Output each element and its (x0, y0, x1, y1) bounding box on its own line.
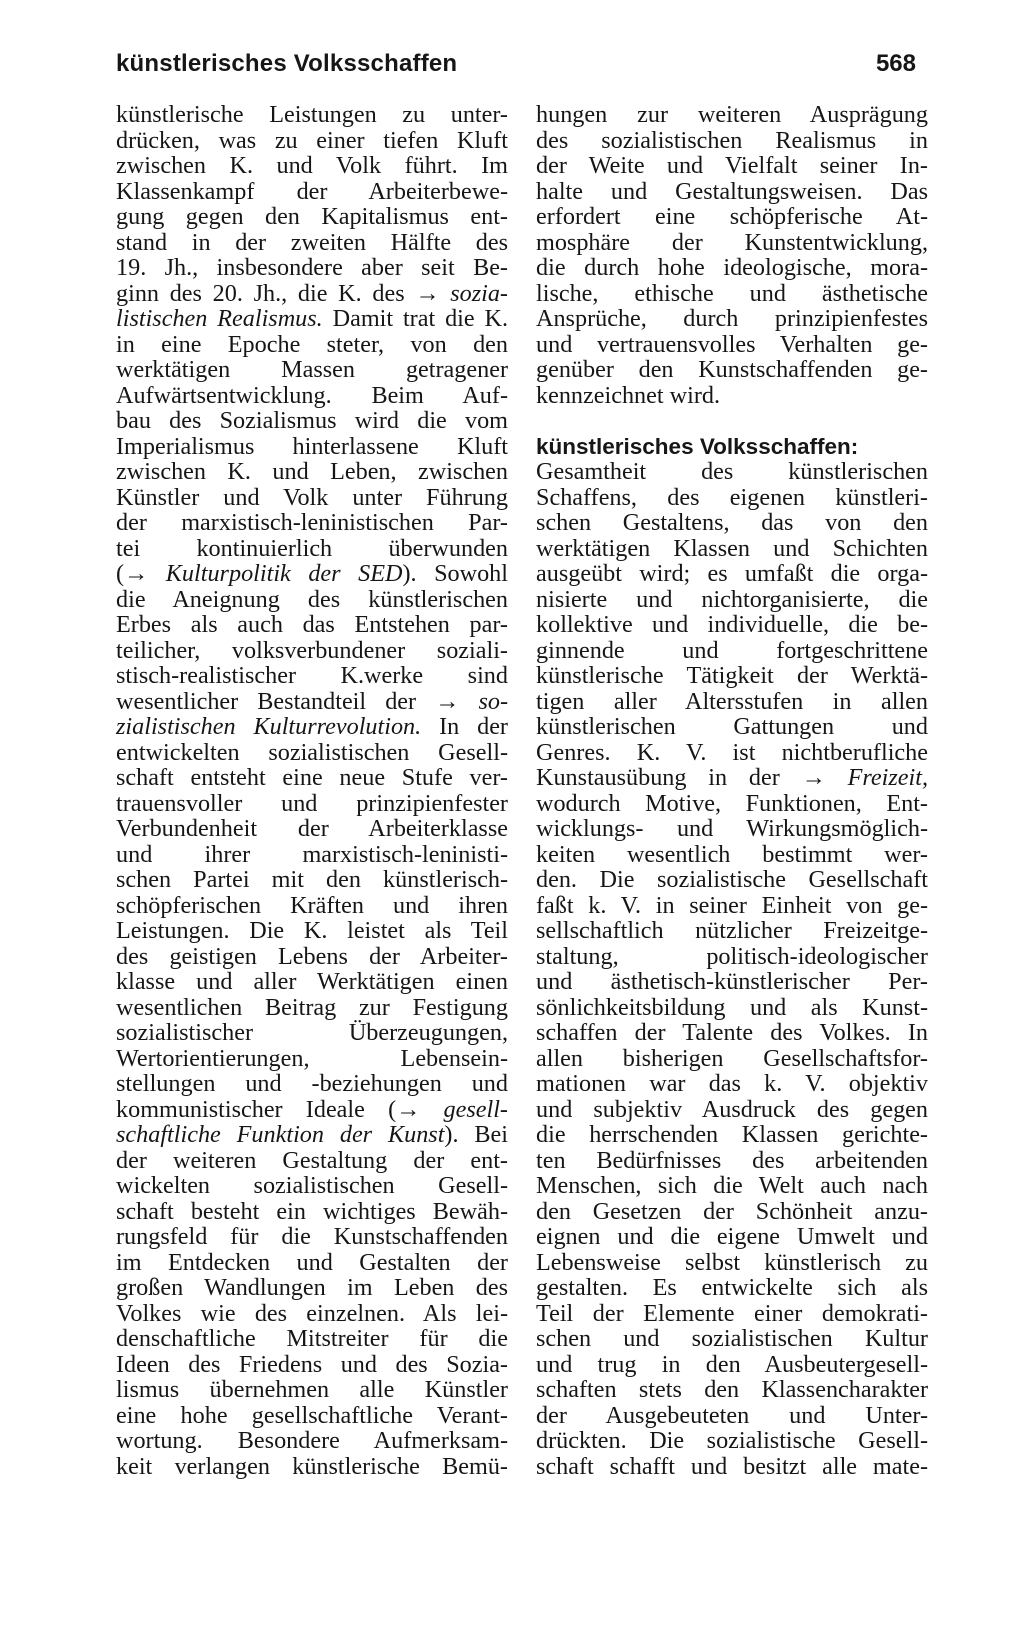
text-line: Schaffens, des eigenen künstleri- (536, 483, 928, 511)
text-line: hungen zur weiteren Ausprägung (536, 101, 928, 128)
text-line: faßt k. V. in seiner Einheit von ge- (536, 891, 928, 919)
text-line (116, 1122, 508, 1148)
text-line: den Gesetzen der Schönheit anzu- (536, 1197, 928, 1225)
text-line: kennzeichnet wird. (536, 381, 721, 409)
cross-reference-link[interactable]: → so- (435, 687, 508, 715)
text-line: der Ausgebeuteten und Unter- (536, 1401, 928, 1429)
text-line: Ideen des Friedens und des Sozia- (116, 1350, 508, 1378)
text-line: schen und sozialistischen Kultur (536, 1325, 928, 1352)
text-line: keit verlangen künstlerische Bemü- (116, 1452, 508, 1480)
text-line: wickelten sozialistischen Gesell- (116, 1172, 508, 1199)
text-line: allen bisherigen Gesellschaftsfor- (536, 1044, 928, 1072)
text-line (116, 714, 508, 740)
text-line: künstlerischen Gattungen und (536, 713, 928, 740)
text-run: wesentlicher Bestandteil der (116, 687, 417, 715)
text-line: wodurch Motive, Funktionen, Ent- (536, 789, 928, 817)
text-line: kollektive und individuelle, die be- (536, 611, 928, 638)
text-line: eine hohe gesellschaftliche Verant- (116, 1401, 508, 1429)
text-line: den. Die sozialistische Gesellschaft (536, 866, 928, 893)
text-line: Leistungen. Die K. leistet als Teil (116, 917, 508, 944)
text-line: wesentlichen Beitrag zur Festigung (116, 993, 508, 1021)
cross-reference-link[interactable]: Kulturpolitik der SED (165, 560, 403, 587)
running-title: künstlerisches Volksschaffen (116, 50, 458, 77)
text-run: ). Bei (444, 1121, 508, 1148)
text-line: im Entdecken und Gestalten der (116, 1248, 508, 1276)
text-line: Volkes wie des einzelnen. Als lei- (116, 1299, 508, 1327)
text-run: ). Sowohl (402, 560, 508, 587)
text-line: und trug in den Ausbeutergesell- (536, 1350, 928, 1378)
text-run: kommunistischer Ideale (→ (116, 1095, 421, 1123)
text-line: stisch-realistischer K.werke sind (116, 662, 508, 689)
text-line: erfordert eine schöpferische At- (536, 203, 928, 230)
text-line: nisierte und nichtorganisierte, die (536, 585, 928, 613)
cross-reference-link[interactable]: zialistischen Kulturrevolution. (116, 713, 422, 740)
text-line: ginnende und fortgeschrittene (536, 636, 928, 664)
text-line (116, 306, 508, 332)
text-line: Ansprüche, durch prinzipienfestes (536, 305, 928, 332)
text-line: und ästhetisch-künstlerischer Per- (536, 968, 928, 995)
text-line: Wertorientierungen, Lebensein- (116, 1044, 508, 1072)
text-line: die durch hohe ideologische, mora- (536, 254, 928, 281)
text-run: ginn des 20. Jh., die K. des (116, 279, 405, 307)
text-line: entwickelten sozialistischen Gesell- (116, 738, 508, 766)
text-line: trauensvoller und prinzipienfester (116, 789, 508, 817)
entry-line (536, 434, 928, 460)
text-line: und ihrer marxistisch-leninisti- (116, 840, 508, 868)
text-line: staltung, politisch-ideologischer (536, 942, 928, 970)
text-line: drückten. Die sozialistische Gesell- (536, 1427, 928, 1454)
text-line: schaft besteht ein wichtiges Bewäh- (116, 1197, 508, 1225)
text-line (536, 765, 928, 791)
text-line: schen Partei mit den künstlerisch- (116, 866, 508, 893)
text-line: Klassenkampf der Arbeiterbewe- (116, 177, 508, 205)
text-line: zwischen K. und Volk führt. Im (116, 152, 508, 179)
text-line (116, 281, 508, 307)
text-line: lische, ethische und ästhetische (536, 279, 928, 307)
text-line (116, 689, 508, 715)
text-line: der marxistisch-leninistischen Par- (116, 509, 508, 536)
text-line: halte und Gestaltungsweisen. Das (536, 177, 928, 205)
text-line: Genres. K. V. ist nichtberufliche (536, 738, 928, 766)
text-line: denschaftliche Mitstreiter für die (116, 1325, 508, 1352)
text-line: künstlerische Tätigkeit der Werktä- (536, 662, 928, 689)
text-line: gestalten. Es entwickelte sich als (536, 1274, 928, 1301)
paragraph-gap (536, 408, 928, 434)
text-run: Kunstausübung in der → (536, 764, 826, 791)
text-line: Teil der Elemente einer demokrati- (536, 1299, 928, 1327)
text-line: Aufwärtsentwicklung. Beim Auf- (116, 381, 508, 409)
text-run: (→ (116, 560, 149, 587)
text-line: der Weite und Vielfalt seiner In- (536, 152, 928, 179)
left-column (116, 102, 508, 1479)
text-line: schöpferischen Kräften und ihren (116, 891, 508, 919)
text-line: mosphäre der Kunstentwicklung, (536, 228, 928, 256)
text-line: der weiteren Gestaltung der ent- (116, 1146, 508, 1174)
text-line: und subjektiv Ausdruck des gegen (536, 1095, 928, 1123)
text-line: großen Wandlungen im Leben des (116, 1274, 508, 1301)
text-line: und vertrauensvolles Verhalten ge- (536, 330, 928, 358)
text-line: die herrschenden Klassen gerichte- (536, 1121, 928, 1148)
text-line (116, 561, 508, 587)
text-line: mationen war das k. V. objektiv (536, 1070, 928, 1097)
text-line: tigen aller Altersstufen in allen (536, 687, 928, 715)
entry-headword: künstlerisches Volksschaffen: (536, 433, 859, 459)
text-line: künstlerische Leistungen zu unter- (116, 101, 508, 128)
text-run: Damit trat die K. (332, 305, 509, 332)
text-line: werktätigen Klassen und Schichten (536, 534, 928, 562)
text-line: Verbundenheit der Arbeiterklasse (116, 815, 508, 842)
text-line: schaften stets den Klassencharakter (536, 1376, 928, 1403)
text-line: sozialistischer Überzeugungen, (116, 1019, 508, 1046)
text-line: genüber den Kunstschaffenden ge- (536, 356, 928, 383)
text-line: schaffen der Talente des Volkes. In (536, 1019, 928, 1046)
text-line: teilicher, volksverbundener soziali- (116, 636, 508, 664)
text-line: 19. Jh., insbesondere aber seit Be- (116, 254, 508, 281)
text-line: schaft entsteht eine neue Stufe ver- (116, 764, 508, 791)
text-line: Imperialismus hinterlassene Kluft (116, 432, 508, 460)
text-line: werktätigen Massen getragener (116, 356, 508, 383)
cross-reference-link[interactable]: listischen Realismus. (116, 305, 323, 332)
text-run: In der (439, 713, 508, 740)
right-column (536, 102, 928, 1479)
text-line: bau des Sozialismus wird die vom (116, 407, 508, 434)
cross-reference-link[interactable]: schaftliche Funktion der Kunst (116, 1121, 445, 1148)
text-line: Menschen, sich die Welt auch nach (536, 1172, 928, 1199)
text-line: ten Bedürfnisses des arbeitenden (536, 1146, 928, 1174)
text-line: die Aneignung des künstlerischen (116, 585, 508, 613)
text-line: stellungen und -beziehungen und (116, 1070, 508, 1097)
text-line: keiten wesentlich bestimmt wer- (536, 840, 928, 868)
text-line: wicklungs- und Wirkungsmöglich- (536, 815, 928, 842)
text-line: lismus übernehmen alle Künstler (116, 1376, 508, 1403)
page-number: 568 (875, 50, 916, 77)
cross-reference-link[interactable]: → sozia- (415, 279, 508, 307)
text-line: stand in der zweiten Hälfte des (116, 228, 508, 256)
text-line: sellschaftlich nützlicher Freizeitge- (536, 917, 928, 944)
text-line: schaft schafft und besitzt alle mate- (536, 1452, 928, 1480)
text-line: sönlichkeitsbildung und als Kunst- (536, 993, 928, 1021)
text-line: des sozialistischen Realismus in (536, 126, 928, 154)
text-line: klasse und aller Werktätigen einen (116, 968, 508, 995)
text-line (116, 1097, 508, 1123)
text-line: Künstler und Volk unter Führung (116, 483, 508, 511)
text-line: tei kontinuierlich überwunden (116, 534, 508, 562)
text-line: Erbes als auch das Entstehen par- (116, 611, 508, 638)
text-line: des geistigen Lebens der Arbeiter- (116, 942, 508, 970)
cross-reference-link[interactable]: Freizeit, (847, 764, 929, 791)
text-line: gung gegen den Kapitalismus ent- (116, 203, 508, 230)
text-line: ausgeübt wird; es umfaßt die orga- (536, 560, 928, 587)
cross-reference-link[interactable]: gesell- (443, 1095, 508, 1123)
text-line: schen Gestaltens, das von den (536, 509, 928, 536)
text-line: eignen und die eigene Umwelt und (536, 1223, 928, 1250)
text-line: Gesamtheit des künstlerischen (536, 458, 928, 485)
text-line: Lebensweise selbst künstlerisch zu (536, 1248, 928, 1276)
text-line: zwischen K. und Leben, zwischen (116, 458, 508, 485)
text-line: rungsfeld für die Kunstschaffenden (116, 1223, 508, 1250)
text-line: wortung. Besondere Aufmerksam- (116, 1427, 508, 1454)
text-line: in eine Epoche steter, von den (116, 330, 508, 358)
text-line: drücken, was zu einer tiefen Kluft (116, 126, 508, 154)
